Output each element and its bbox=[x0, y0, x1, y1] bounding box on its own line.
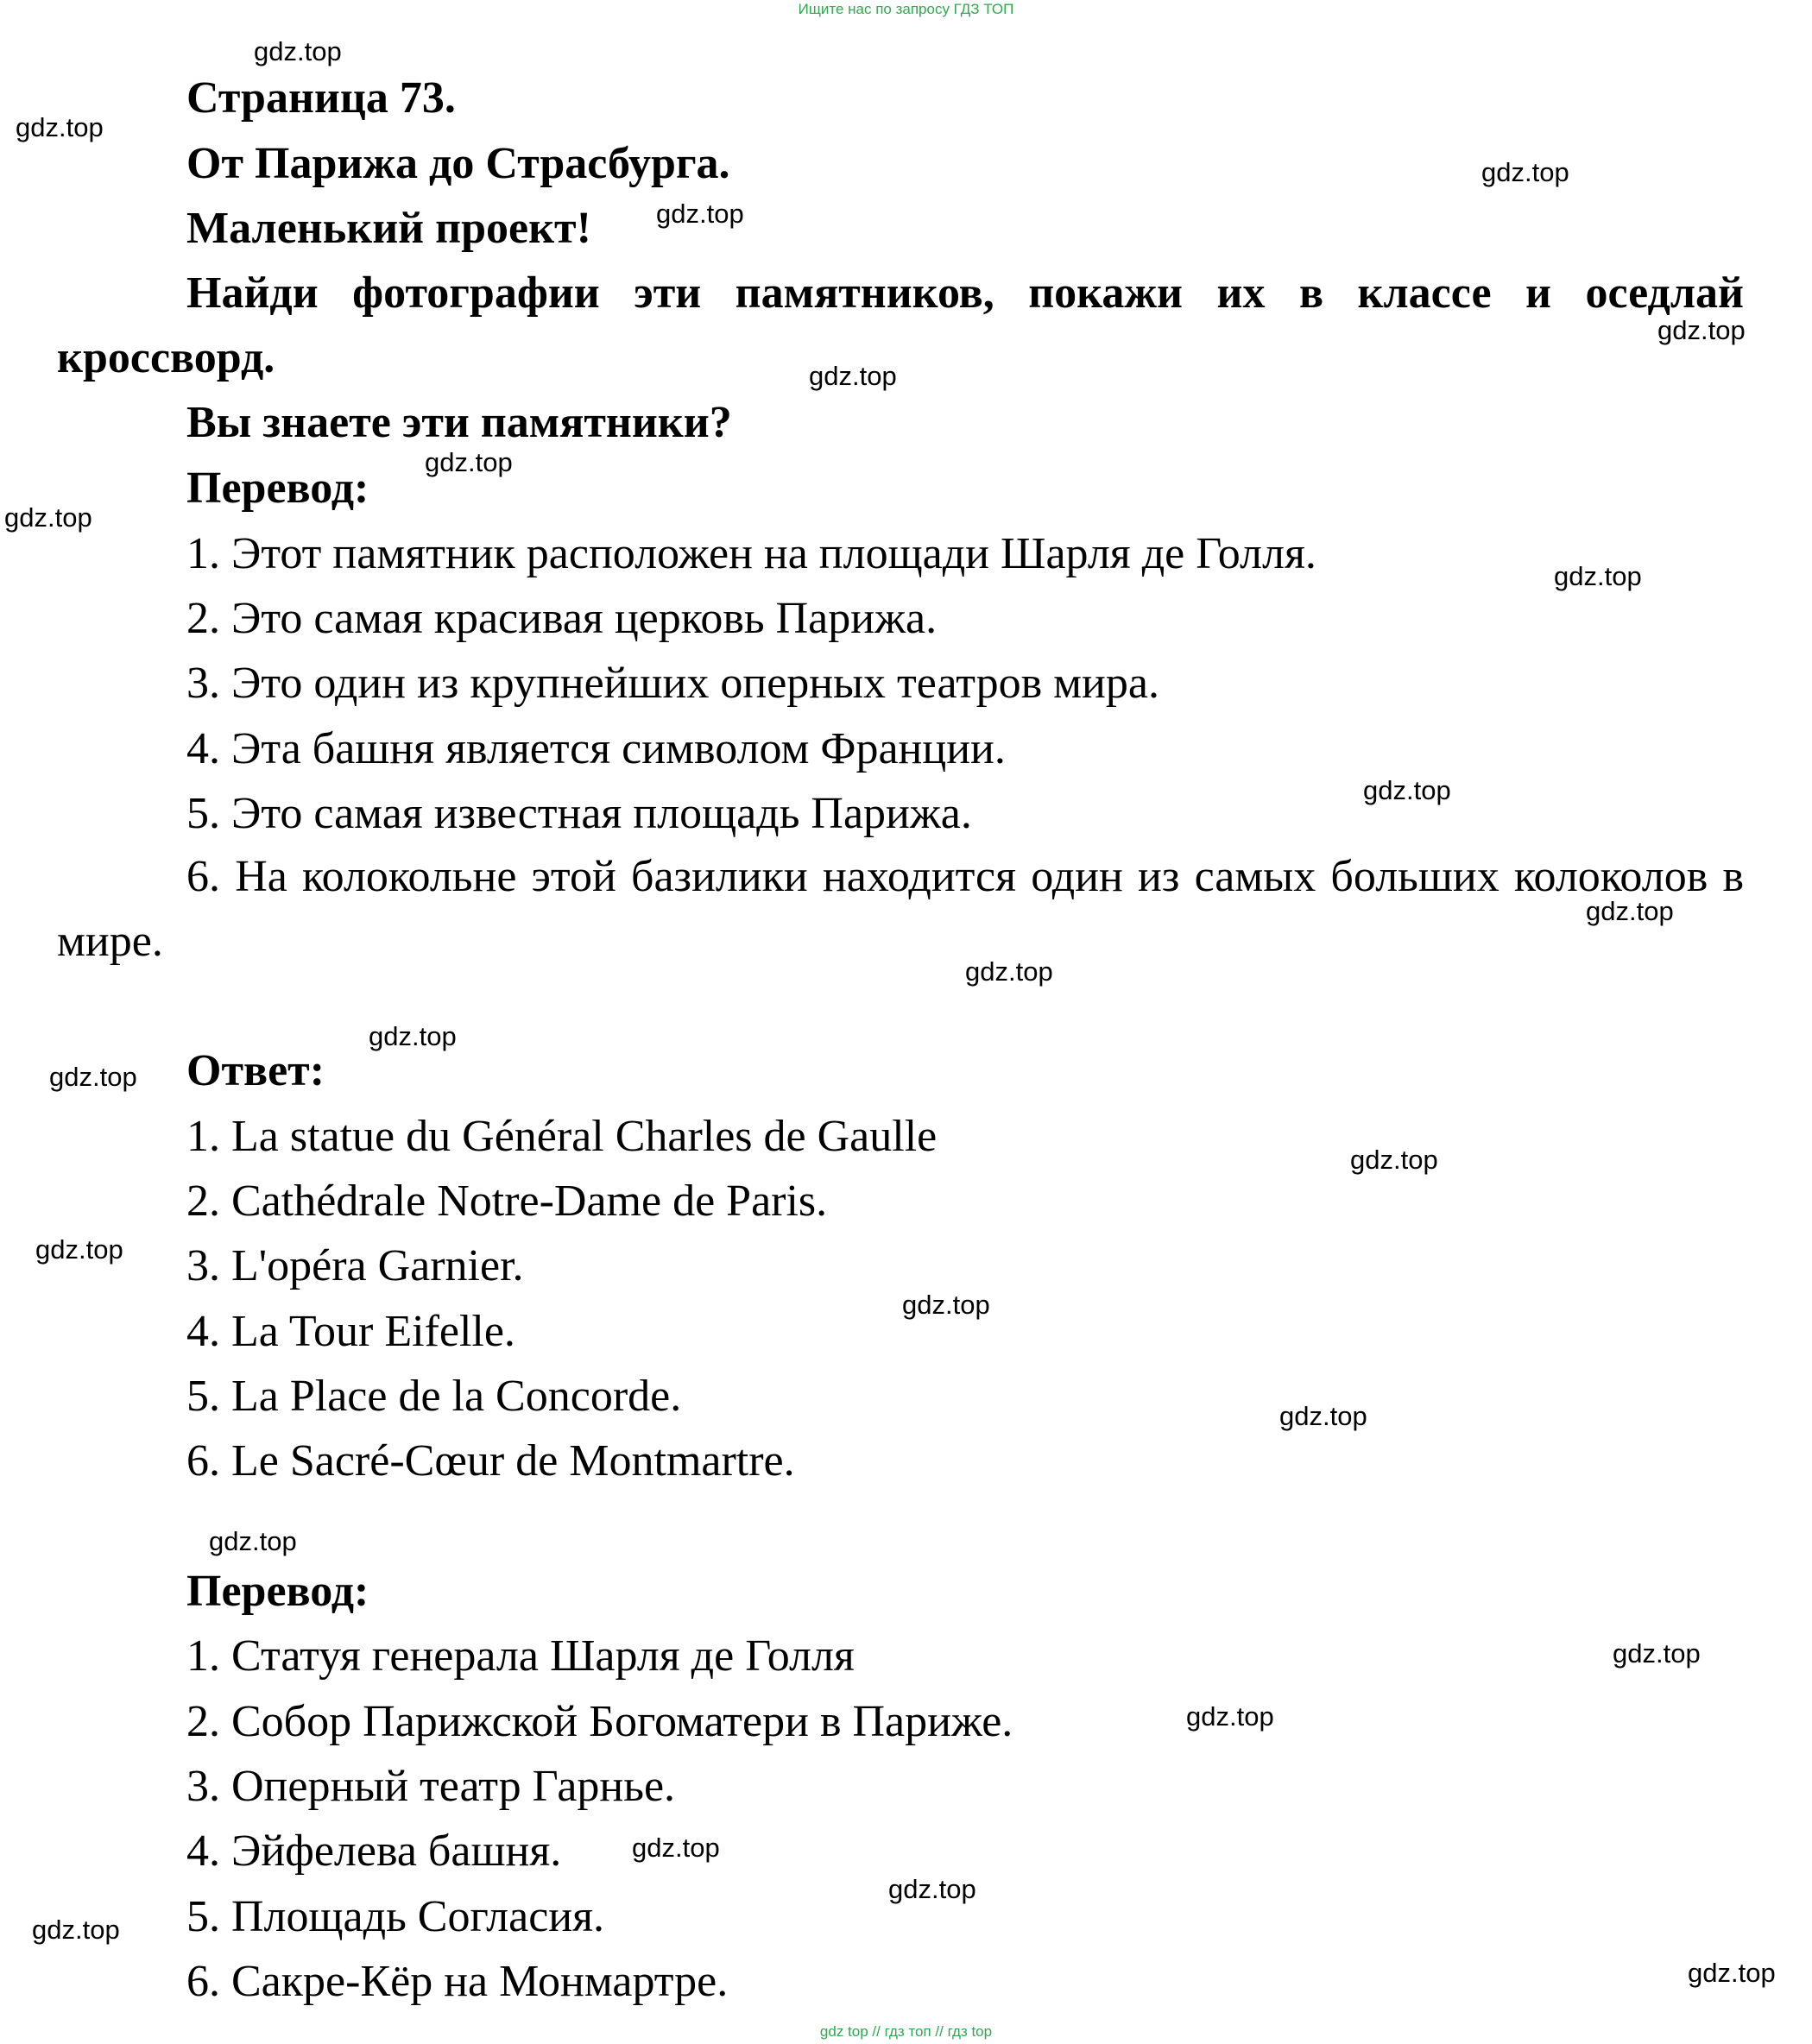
watermark: gdz.top bbox=[16, 112, 104, 142]
answer-item: 4. La Tour Eifelle. bbox=[186, 1307, 515, 1356]
watermark: gdz.top bbox=[1554, 561, 1642, 591]
section-title: От Парижа до Страсбурга. bbox=[186, 139, 730, 188]
watermark: gdz.top bbox=[1186, 1701, 1274, 1732]
watermark: gdz.top bbox=[1688, 1958, 1776, 1988]
watermark: gdz.top bbox=[1350, 1145, 1438, 1175]
translation-item: 2. Это самая красивая церковь Парижа. bbox=[186, 594, 938, 643]
watermark: gdz.top bbox=[656, 199, 744, 229]
answer-item: 3. L'opéra Garnier. bbox=[186, 1241, 524, 1290]
answer-heading: Ответ: bbox=[186, 1046, 325, 1095]
translation-item: 4. Эта башня является символом Франции. bbox=[186, 724, 1006, 773]
answer-item: 1. La statue du Général Charles de Gaulle bbox=[186, 1112, 938, 1161]
watermark: gdz.top bbox=[632, 1833, 720, 1863]
translation-heading: Перевод: bbox=[186, 464, 369, 513]
answer-translation-item: 4. Эйфелева башня. bbox=[186, 1826, 562, 1876]
answer-translation-item: 2. Собор Парижской Богоматери в Париже. bbox=[186, 1697, 1013, 1746]
translation-heading: Перевод: bbox=[186, 1567, 369, 1616]
answer-item: 5. La Place de la Concorde. bbox=[186, 1372, 682, 1421]
header-note[interactable]: Ищите нас по запросу ГДЗ ТОП bbox=[798, 1, 1014, 17]
watermark: gdz.top bbox=[254, 36, 342, 66]
answer-item: 2. Cathédrale Notre-Dame de Paris. bbox=[186, 1177, 828, 1226]
watermark: gdz.top bbox=[35, 1234, 123, 1265]
answer-translation-item: 3. Оперный театр Гарнье. bbox=[186, 1762, 676, 1811]
translation-item: 6. На колокольне этой базилики находится один из самых больших колоколов в мире. bbox=[57, 852, 1744, 966]
watermark: gdz.top bbox=[809, 361, 897, 391]
page-title: Страница 73. bbox=[186, 73, 456, 123]
watermark: gdz.top bbox=[4, 502, 92, 533]
translation-item: 1. Этот памятник расположен на площади Шарля де Голля. bbox=[186, 529, 1316, 578]
answer-item: 6. Le Sacré-Cœur de Montmartre. bbox=[186, 1436, 795, 1486]
watermark: gdz.top bbox=[49, 1062, 137, 1092]
watermark: gdz.top bbox=[888, 1874, 976, 1904]
watermark: gdz.top bbox=[1613, 1638, 1701, 1669]
question-text: Вы знаете эти памятники? bbox=[186, 398, 732, 447]
watermark: gdz.top bbox=[902, 1290, 990, 1320]
watermark: gdz.top bbox=[965, 956, 1053, 987]
translation-item: 5. Это самая известная площадь Парижа. bbox=[186, 789, 972, 838]
project-title: Маленький проект! bbox=[186, 204, 591, 253]
watermark: gdz.top bbox=[1481, 157, 1569, 187]
watermark: gdz.top bbox=[369, 1021, 457, 1051]
watermark: gdz.top bbox=[32, 1915, 120, 1945]
watermark: gdz.top bbox=[1586, 896, 1674, 926]
watermark: gdz.top bbox=[1279, 1401, 1367, 1431]
task-text: Найди фотографии эти памятников, покажи их в классе и оседлай кроссворд. bbox=[57, 268, 1744, 382]
footer-note[interactable]: gdz top // гдз топ // гдз top bbox=[819, 2023, 993, 2040]
answer-translation-item: 5. Площадь Согласия. bbox=[186, 1892, 605, 1941]
watermark: gdz.top bbox=[1363, 775, 1451, 805]
watermark: gdz.top bbox=[1657, 315, 1746, 345]
answer-translation-item: 1. Статуя генерала Шарля де Голля bbox=[186, 1631, 855, 1681]
watermark: gdz.top bbox=[209, 1526, 297, 1556]
watermark: gdz.top bbox=[425, 447, 513, 477]
translation-item: 3. Это один из крупнейших оперных театров мира. bbox=[186, 659, 1159, 708]
answer-translation-item: 6. Сакре-Кёр на Монмартре. bbox=[186, 1957, 729, 2006]
